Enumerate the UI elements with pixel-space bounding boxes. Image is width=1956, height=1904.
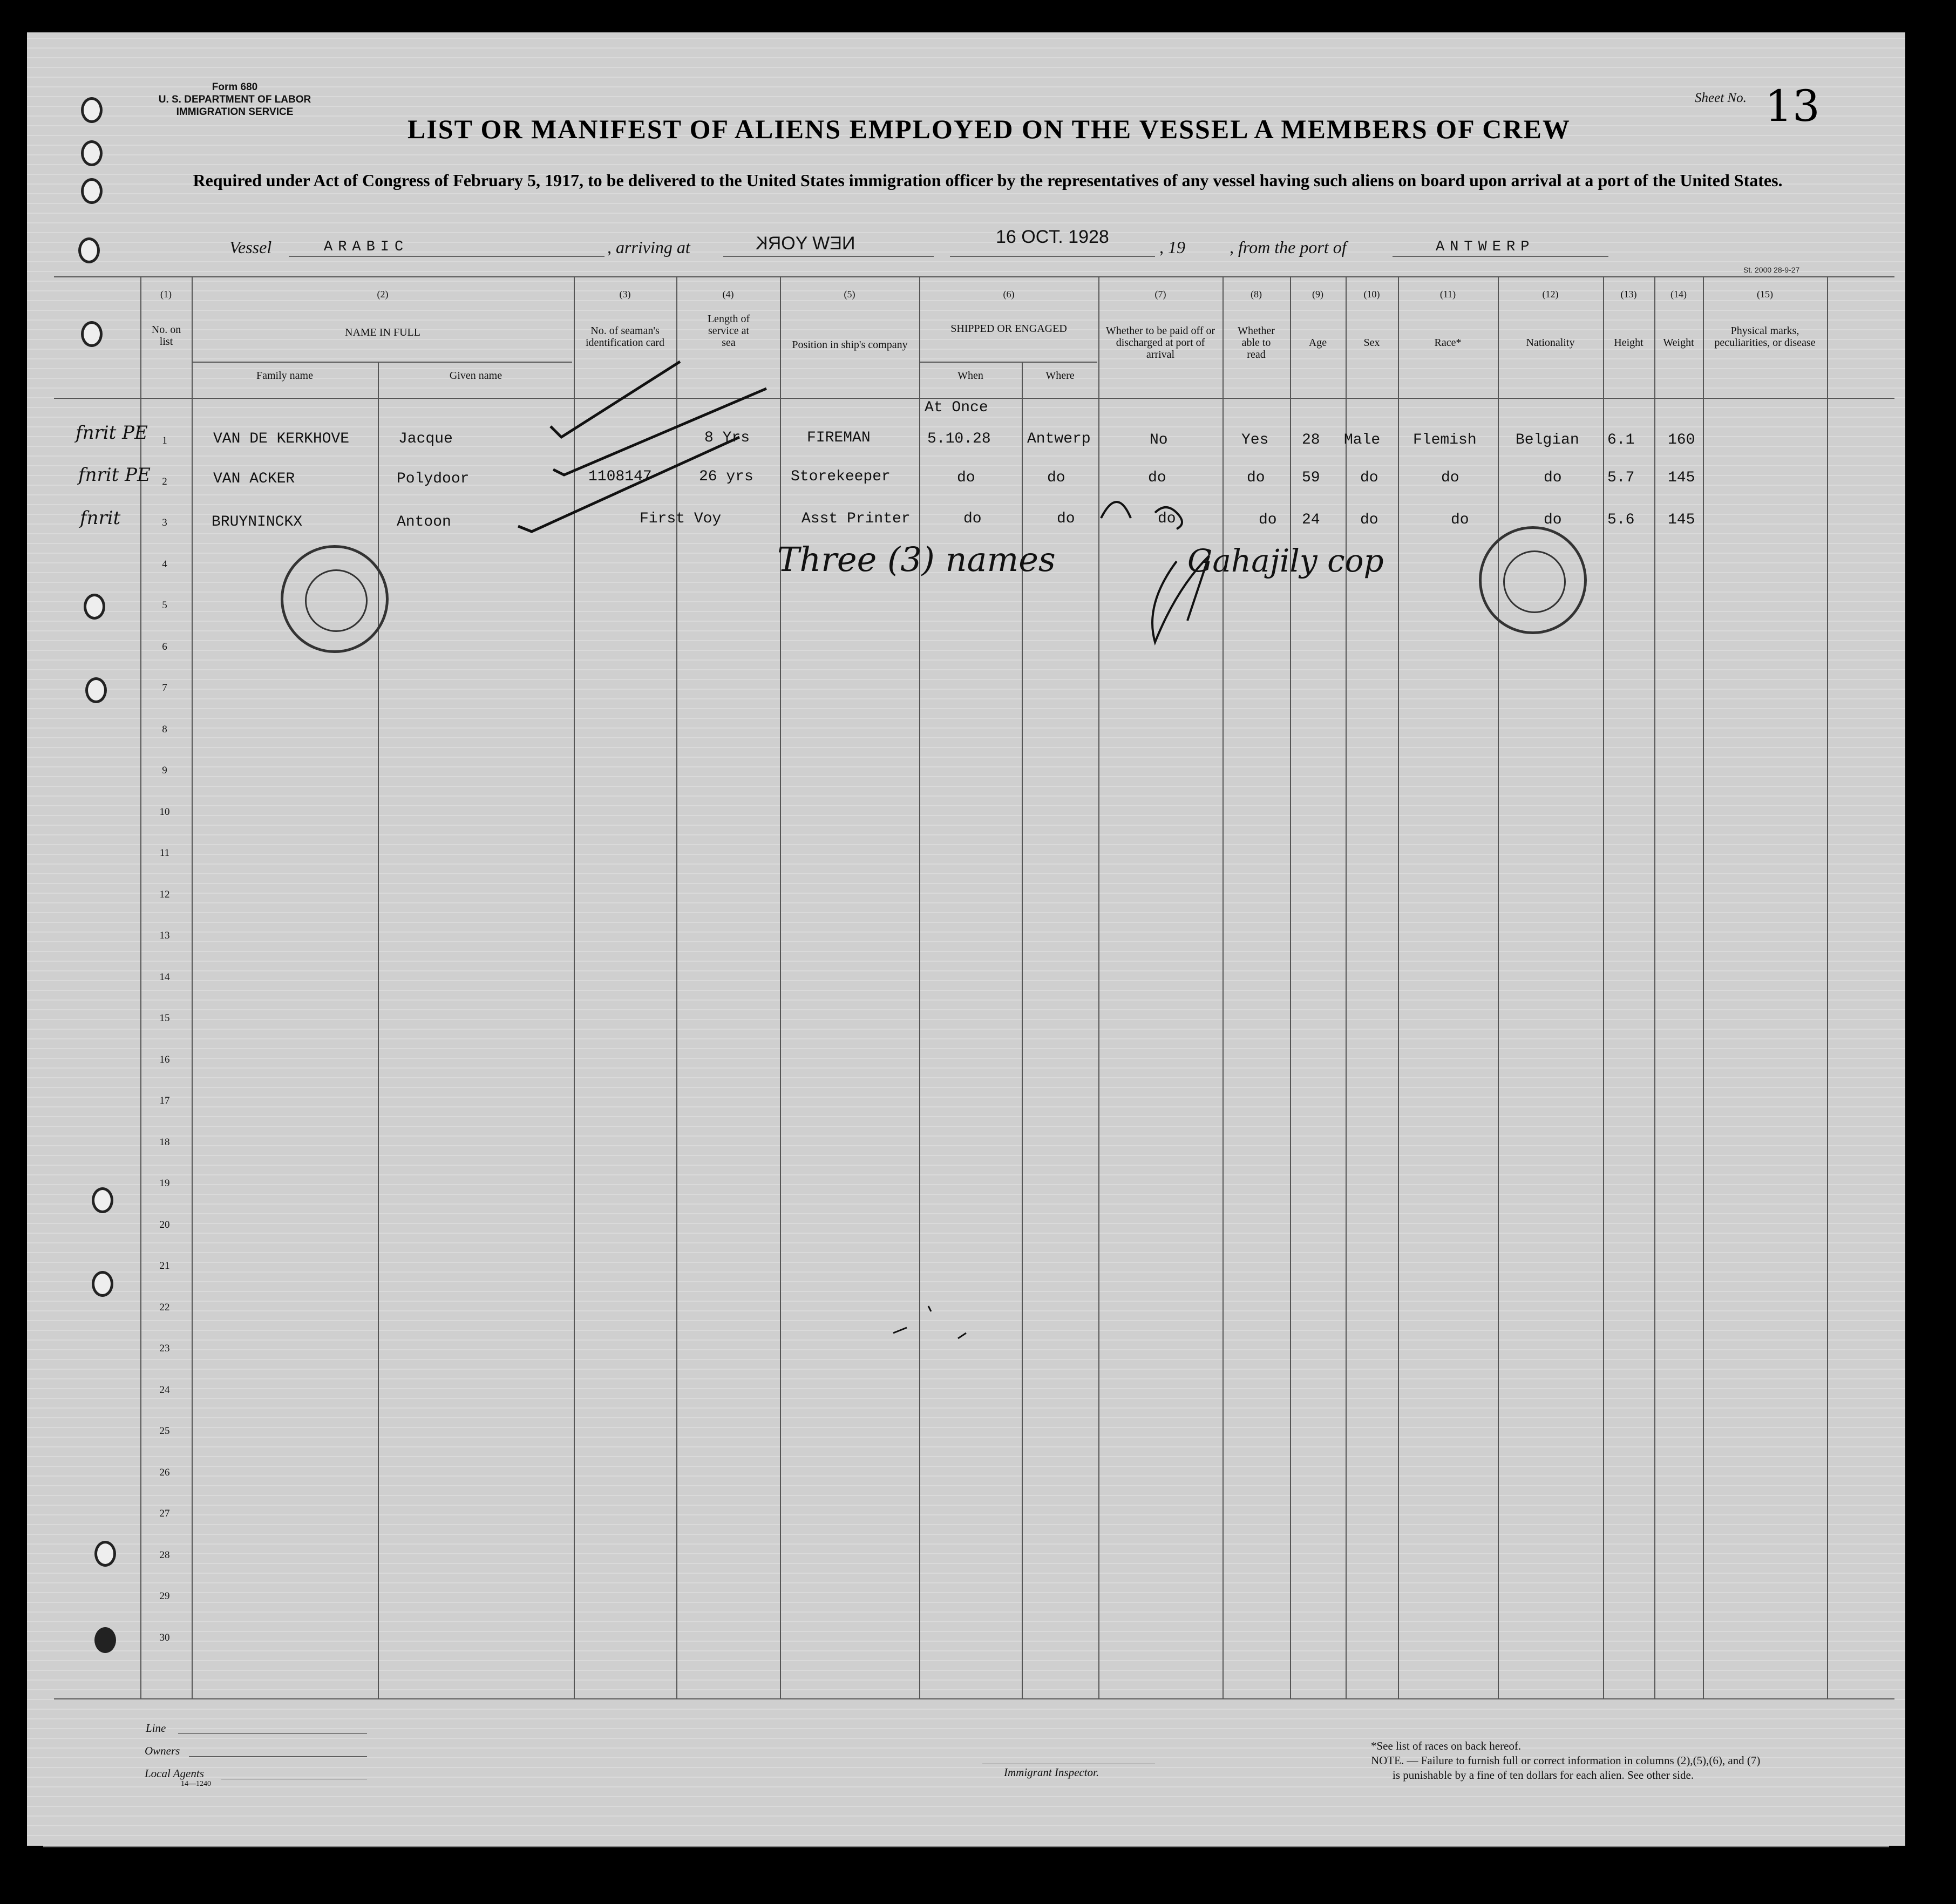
row-number: 13 bbox=[159, 930, 170, 941]
shipped-where: do bbox=[1047, 470, 1065, 486]
department: U. S. DEPARTMENT OF LABOR bbox=[158, 94, 311, 105]
nationality: do bbox=[1544, 512, 1562, 528]
col-race: Race* bbox=[1434, 337, 1462, 349]
paid-off: do bbox=[1148, 470, 1166, 486]
arrival-date: 16 OCT. 1928 bbox=[996, 227, 1109, 247]
col-number: (8) bbox=[1251, 289, 1262, 300]
col-paid-off: Whether to be paid off or discharged at port of arrival bbox=[1105, 325, 1215, 361]
col-marks: Physical marks, peculiarities, or disease bbox=[1714, 325, 1816, 349]
row-number: 29 bbox=[159, 1590, 170, 1602]
nationality: Belgian bbox=[1516, 432, 1579, 448]
arriving-label: , arriving at bbox=[607, 237, 690, 257]
row-number: 20 bbox=[159, 1219, 170, 1230]
able-read: do bbox=[1259, 512, 1277, 528]
col-number: (3) bbox=[619, 289, 631, 300]
shipped-when: 5.10.28 bbox=[927, 431, 991, 447]
weight: 160 bbox=[1668, 432, 1695, 448]
col-number: (9) bbox=[1312, 289, 1323, 300]
margin-note: fnrit PE bbox=[78, 464, 151, 486]
age: 24 bbox=[1302, 512, 1320, 528]
row-number: 8 bbox=[162, 724, 167, 735]
vessel-label: Vessel bbox=[229, 237, 272, 257]
footer-line-label: Line bbox=[146, 1722, 166, 1735]
col-where: Where bbox=[1045, 370, 1075, 382]
col-sex: Sex bbox=[1363, 337, 1380, 349]
col-number: (11) bbox=[1439, 289, 1456, 300]
row-number: 25 bbox=[159, 1425, 170, 1437]
sheet-number: 13 bbox=[1765, 81, 1820, 131]
row-number: 14 bbox=[159, 971, 170, 983]
row-number: 15 bbox=[159, 1012, 170, 1024]
consulate-seal-left bbox=[281, 545, 389, 653]
height: 5.7 bbox=[1607, 470, 1635, 486]
family-name: VAN ACKER bbox=[213, 471, 295, 487]
col-number: (1) bbox=[160, 289, 172, 300]
col-number: (6) bbox=[1003, 289, 1015, 300]
row-number: 3 bbox=[162, 517, 167, 528]
from-port-label: , from the port of bbox=[1230, 237, 1347, 257]
col-number: (12) bbox=[1542, 289, 1559, 300]
position: Storekeeper bbox=[791, 468, 891, 485]
row-number: 19 bbox=[159, 1178, 170, 1189]
col-name-in-full: NAME IN FULL bbox=[345, 327, 420, 338]
penalty-note: NOTE. — Failure to furnish full or correct information in columns (2),(5),(6), and (7) bbox=[1371, 1754, 1761, 1767]
inspector-label: Immigrant Inspector. bbox=[1004, 1766, 1099, 1779]
check-mark bbox=[551, 362, 680, 437]
row-number: 22 bbox=[159, 1302, 170, 1313]
col-able-read: Whether able to read bbox=[1238, 325, 1275, 361]
col-weight: Weight bbox=[1663, 337, 1694, 349]
race: do bbox=[1441, 470, 1459, 486]
row-number: 28 bbox=[159, 1549, 170, 1561]
consulate-seal-right bbox=[1479, 526, 1587, 634]
page-title: LIST OR MANIFEST OF ALIENS EMPLOYED ON THE VESSEL A MEMBERS OF CREW bbox=[408, 114, 1571, 144]
check-mark bbox=[518, 437, 739, 532]
position: FIREMAN bbox=[807, 430, 871, 446]
race: Flemish bbox=[1413, 432, 1477, 448]
able-read: do bbox=[1247, 470, 1265, 486]
able-read: Yes bbox=[1241, 432, 1269, 448]
col-number: (14) bbox=[1670, 289, 1687, 300]
col-age: Age bbox=[1308, 337, 1327, 349]
races-note: *See list of races on back hereof. bbox=[1371, 1739, 1522, 1752]
col-length-service: Length of service at sea bbox=[707, 313, 750, 349]
eagle-emblem-icon bbox=[305, 569, 368, 632]
given-name: Jacque bbox=[398, 431, 453, 447]
form-code: St. 2000 28-9-27 bbox=[1743, 266, 1800, 274]
weight: 145 bbox=[1668, 512, 1695, 528]
nationality: do bbox=[1544, 470, 1562, 486]
departure-port: ANTWERP bbox=[1436, 239, 1535, 255]
margin-note: fnrit PE bbox=[76, 422, 148, 444]
length-service: First Voy bbox=[640, 511, 722, 527]
age: 59 bbox=[1302, 470, 1320, 486]
initials-mark bbox=[1101, 502, 1182, 529]
row-number: 18 bbox=[159, 1137, 170, 1148]
sex: do bbox=[1360, 512, 1378, 528]
col-number: (10) bbox=[1363, 289, 1380, 300]
col-position: Position in ship's company bbox=[792, 339, 908, 351]
eagle-emblem-icon bbox=[1503, 550, 1566, 613]
footer-note bbox=[1371, 1739, 1835, 1783]
col-number: (15) bbox=[1757, 289, 1773, 300]
row-number: 11 bbox=[159, 847, 170, 859]
row-number: 17 bbox=[159, 1095, 170, 1106]
penalty-note-cont: is punishable by a fine of ten dollars for each alien. See other side. bbox=[1393, 1769, 1694, 1781]
seaman-card: 1108147 bbox=[588, 468, 652, 485]
col-shipped: SHIPPED OR ENGAGED bbox=[950, 323, 1067, 335]
shipped-where: do bbox=[1057, 511, 1075, 527]
shipped-where: Antwerp bbox=[1027, 431, 1091, 447]
arriving-port: NEW YORK bbox=[756, 233, 855, 254]
footer-agents-label: Local Agents bbox=[145, 1767, 204, 1780]
row-number: 24 bbox=[159, 1384, 170, 1396]
family-name: BRUYNINCKX bbox=[212, 514, 303, 531]
paid-off: do bbox=[1158, 511, 1176, 527]
subtitle: Required under Act of Congress of February 5, 1917, to be delivered to the United States immigration officer by the representatives of any vessel having such aliens on board upon arrival at a port of the United States. bbox=[193, 171, 1783, 190]
signature: Gahajily cop bbox=[1187, 542, 1384, 579]
height: 5.6 bbox=[1607, 512, 1635, 528]
footer-code: 14—1240 bbox=[181, 1780, 211, 1788]
sex: Male bbox=[1344, 432, 1381, 448]
row-number: 16 bbox=[159, 1054, 170, 1065]
length-service: 8 Yrs bbox=[704, 430, 750, 446]
footer-owners-rule bbox=[189, 1756, 367, 1757]
footer-owners-label: Owners bbox=[145, 1744, 180, 1757]
row-number: 4 bbox=[162, 559, 167, 570]
col-height: Height bbox=[1614, 337, 1643, 349]
col-number: (4) bbox=[722, 289, 734, 300]
sex: do bbox=[1360, 470, 1378, 486]
col-given-name: Given name bbox=[449, 370, 502, 382]
col-family-name: Family name bbox=[256, 370, 313, 382]
service: IMMIGRATION SERVICE bbox=[176, 106, 294, 118]
shipped-note: At Once bbox=[925, 399, 988, 416]
col-no-on-list: No. on list bbox=[151, 324, 181, 348]
check-mark bbox=[553, 389, 766, 475]
paid-off: No bbox=[1150, 432, 1168, 448]
dash-mark bbox=[893, 1306, 966, 1338]
year-label: , 19 bbox=[1159, 237, 1185, 257]
row-number: 26 bbox=[159, 1467, 170, 1478]
given-name: Polydoor bbox=[397, 471, 470, 487]
weight: 145 bbox=[1668, 470, 1695, 486]
row-number: 23 bbox=[159, 1343, 170, 1354]
vessel-name: ARABIC bbox=[324, 239, 409, 255]
col-number: (5) bbox=[844, 289, 855, 300]
length-service: 26 yrs bbox=[699, 468, 753, 485]
row-number: 21 bbox=[159, 1260, 170, 1271]
col-number: (7) bbox=[1154, 289, 1166, 300]
row-number: 12 bbox=[159, 889, 170, 900]
position: Asst Printer bbox=[802, 511, 911, 527]
row-number: 27 bbox=[159, 1508, 170, 1519]
margin-note: fnrit bbox=[80, 507, 121, 529]
shipped-when: do bbox=[963, 511, 982, 527]
row-number: 6 bbox=[162, 641, 167, 652]
row-number: 30 bbox=[159, 1632, 170, 1643]
form-number: Form 680 bbox=[212, 81, 258, 93]
col-nationality: Nationality bbox=[1526, 337, 1575, 349]
row-number: 9 bbox=[162, 765, 167, 776]
row-number: 5 bbox=[162, 600, 167, 611]
row-number: 10 bbox=[159, 806, 170, 818]
footer-line-rule bbox=[178, 1733, 367, 1734]
row-number: 7 bbox=[162, 682, 167, 693]
col-seaman-card: No. of seaman's identification card bbox=[585, 325, 665, 349]
col-when: When bbox=[957, 370, 983, 382]
family-name: VAN DE KERKHOVE bbox=[213, 431, 350, 447]
height: 6.1 bbox=[1607, 432, 1635, 448]
given-name: Antoon bbox=[397, 514, 451, 531]
row-number: 1 bbox=[162, 435, 167, 446]
row-number: 2 bbox=[162, 476, 167, 487]
handwritten-note: Three (3) names bbox=[777, 540, 1056, 579]
shipped-when: do bbox=[957, 470, 975, 486]
race: do bbox=[1451, 512, 1469, 528]
col-number: (2) bbox=[377, 289, 389, 300]
col-number: (13) bbox=[1620, 289, 1637, 300]
sheet-label: Sheet No. bbox=[1695, 91, 1747, 105]
age: 28 bbox=[1302, 432, 1320, 448]
